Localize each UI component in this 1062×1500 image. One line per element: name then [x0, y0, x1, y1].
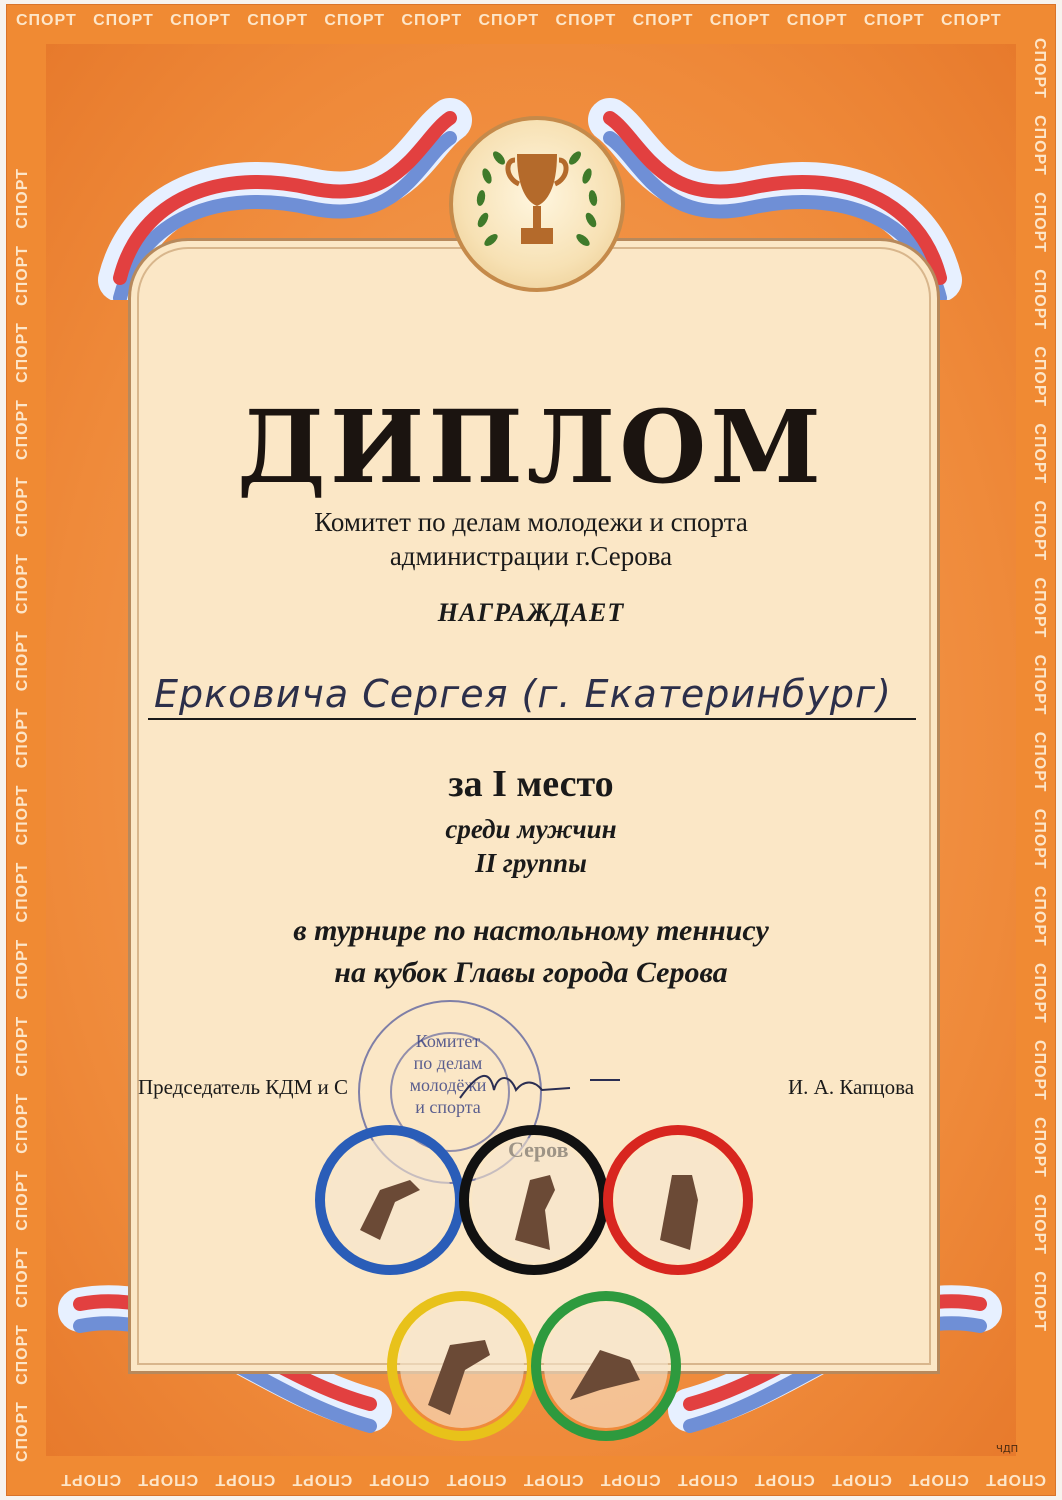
org-line-2: администрации г.Серова	[389, 541, 673, 571]
recipient-underline	[148, 718, 916, 720]
event-line-1: в турнире по настольному теннису	[293, 914, 769, 947]
trophy-medal	[449, 116, 625, 292]
border-word: СПОРТ	[16, 12, 77, 29]
border-left: СПОРТ СПОРТ СПОРТ СПОРТ СПОРТ СПОРТ СПОРТ СПОРТ СПОРТ СПОРТ СПОРТ СПОРТ СПОРТ СПОРТ СПОРТ СПОРТ СПОРТ	[14, 168, 31, 1462]
category-line-2: II группы	[475, 848, 587, 878]
org-line-1: Комитет по делам молодежи и спорта	[314, 507, 748, 537]
border-bottom: СПОРТ СПОРТ СПОРТ СПОРТ СПОРТ СПОРТ СПОРТ СПОРТ СПОРТ СПОРТ СПОРТ СПОРТ СПОРТ	[60, 1471, 1046, 1488]
trophy-cup-icon	[505, 148, 569, 252]
stamp-text: Комитет по делам молодёжи и спорта	[409, 1031, 487, 1117]
olympic-rings	[300, 1120, 770, 1450]
handwritten-signature	[450, 1060, 630, 1110]
printer-mark: ЧДП	[996, 1444, 1019, 1455]
border-right: СПОРТ СПОРТ СПОРТ СПОРТ СПОРТ СПОРТ СПОРТ СПОРТ СПОРТ СПОРТ СПОРТ СПОРТ СПОРТ СПОРТ СПОРТ СПОРТ СПОРТ	[1031, 38, 1048, 1332]
signer-title: Председатель КДМ и С	[138, 1075, 349, 1099]
issuing-organization	[0, 505, 1062, 573]
place-awarded: за I место	[448, 763, 614, 805]
signer-name: И. А. Капцова	[788, 1075, 915, 1099]
event-description	[0, 910, 1062, 994]
category	[0, 812, 1062, 880]
category-line-1: среди мужчин	[445, 814, 617, 844]
event-line-2: на кубок Главы города Серова	[334, 956, 728, 989]
recipient-name: Ерковича Сергея (г. Екатеринбург)	[154, 672, 892, 716]
awards-verb: НАГРАЖДАЕТ	[437, 598, 625, 627]
border-top: СПОРТ СПОРТ СПОРТ СПОРТ СПОРТ СПОРТ СПОРТ СПОРТ СПОРТ СПОРТ СПОРТ СПОРТ СПОРТ	[16, 12, 1002, 29]
diploma-title: ДИПЛОМ	[236, 388, 826, 506]
